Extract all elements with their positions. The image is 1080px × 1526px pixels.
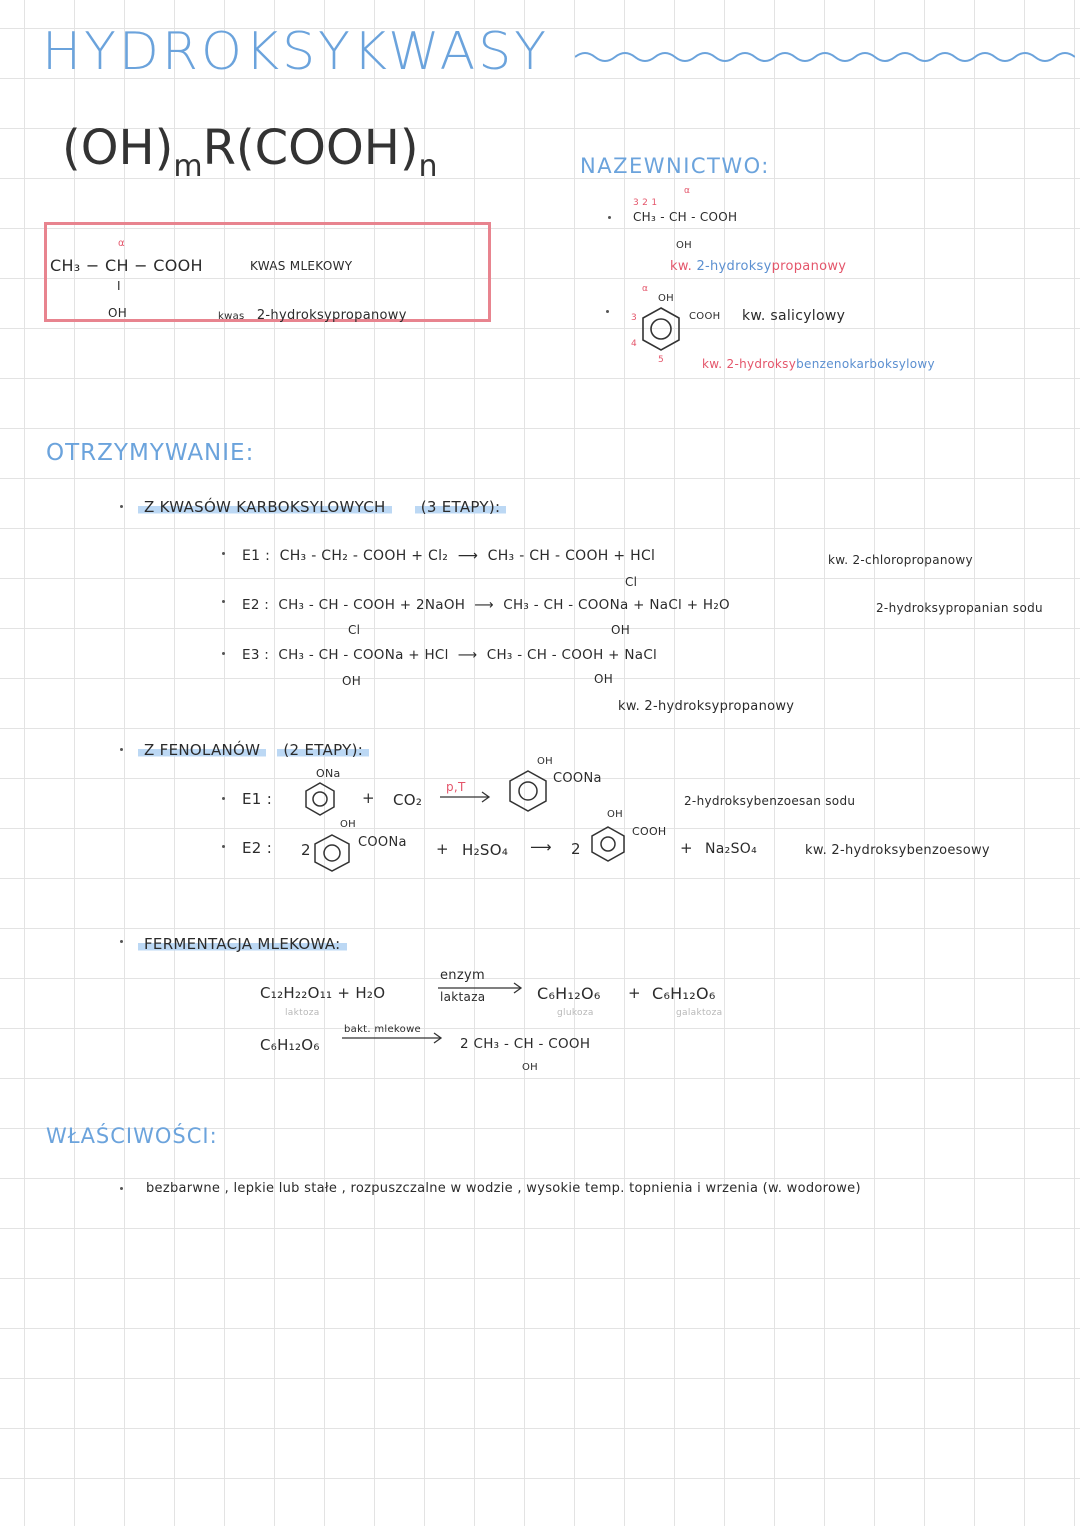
e3-arrow: ⟶ xyxy=(457,647,478,663)
e2-product-name: 2-hydroksypropanian sodu xyxy=(876,601,1043,615)
phenolate-ona: ONa xyxy=(316,767,341,780)
enzyme-label-top: enzym xyxy=(440,968,485,983)
bullet xyxy=(120,505,123,508)
phenolate-e2-coef: 2 xyxy=(301,841,311,859)
reaction-e1 xyxy=(242,548,655,564)
benzene-ring-icon xyxy=(640,306,682,352)
fermentation-r1-lhs: C₁₂H₂₂O₁₁ + H₂O xyxy=(260,984,386,1002)
fermentation-r2-lhs: C₆H₁₂O₆ xyxy=(260,1036,320,1054)
e3-products: CH₃ - CH - COOH + NaCl xyxy=(486,647,658,663)
propanowy-part: propanowy xyxy=(771,259,847,274)
carboxylic-heading-text: Z KWASÓW KARBOKSYLOWYCH xyxy=(138,498,392,516)
benzene-ring-icon xyxy=(304,782,336,816)
e1-arrow: ⟶ xyxy=(457,548,479,564)
lactic-oh-2: OH xyxy=(676,240,692,251)
phenolate-e2-oh2: OH xyxy=(607,809,623,820)
bullet xyxy=(120,940,123,943)
phenolate-e1-label: E1 : xyxy=(242,790,273,808)
lactic-acid-product: 2 CH₃ - CH - COOH xyxy=(460,1036,591,1052)
e1-reactants: CH₃ - CH₂ - COOH + Cl₂ xyxy=(279,548,449,564)
benzene-ring-icon xyxy=(313,834,351,872)
hydroksy-part: 2-hydroksy xyxy=(726,357,797,371)
lactose-note: laktoza xyxy=(285,1008,320,1018)
phenolate-e2-h2so4: H₂SO₄ xyxy=(462,841,509,859)
general-formula xyxy=(62,120,438,184)
lactic-acid-common-name: KWAS MLEKOWY xyxy=(250,259,353,273)
benzene-ring-icon xyxy=(508,770,548,812)
lactic-acid-chain: CH₃ − CH − COOH xyxy=(50,256,203,275)
phenolate-e1-arrow-label: p,T xyxy=(446,780,466,794)
phenolates-heading xyxy=(138,741,369,759)
phenolate-e2-oh: OH xyxy=(340,819,356,830)
carbon-numbers: 3 2 1 xyxy=(633,198,658,208)
phenolates-stages: (2 ETAPY): xyxy=(277,741,369,759)
lactic-acid-product-oh: OH xyxy=(522,1062,538,1073)
nazewnictwo-heading: NAZEWNICTWO: xyxy=(580,154,770,178)
galactose-formula: C₆H₁₂O₆ xyxy=(652,984,716,1003)
properties-text: bezbarwne , lepkie lub stałe , rozpuszczalne w wodzie , wysokie temp. topnienia i wrzenia (w. wodorowe) xyxy=(146,1181,861,1196)
alpha-label-2: α xyxy=(684,186,691,196)
fermentation-heading-text: FERMENTACJA MLEKOWA: xyxy=(138,935,347,953)
salicylic-systematic-name xyxy=(702,357,935,371)
salicylic-common-name: kw. salicylowy xyxy=(742,308,846,324)
carboxylic-heading xyxy=(138,498,506,516)
phenolate-e2-cooh: COOH xyxy=(632,825,667,838)
enzyme-label-bottom: laktaza xyxy=(440,990,486,1004)
phenolates-heading-text: Z FENOLANÓW xyxy=(138,741,266,759)
phenolate-e1-coona: COONa xyxy=(553,771,602,786)
formula-oh-part: (OH) xyxy=(62,120,174,176)
benzenokarboksylowy-part: benzenokarboksylowy xyxy=(796,357,935,371)
bullet xyxy=(222,552,225,555)
kwas-prefix: kwas xyxy=(218,311,245,322)
galactose-note: galaktoza xyxy=(676,1008,723,1018)
phenolate-e2-label: E2 : xyxy=(242,839,273,857)
ring-number-3: 3 xyxy=(631,313,638,323)
bullet xyxy=(608,216,611,219)
fermentation-heading xyxy=(138,935,347,953)
glucose-formula: C₆H₁₂O₆ xyxy=(537,984,601,1003)
sodium-salicylate-name: 2-hydroksybenzoesan sodu xyxy=(684,794,856,808)
salicylic-oh: OH xyxy=(658,293,674,304)
bullet xyxy=(222,797,225,800)
e2-reactants: CH₃ - CH - COOH + 2NaOH xyxy=(278,597,466,613)
formula-r-cooh-part: R(COOH) xyxy=(202,120,419,176)
lactic-acid-bond: I xyxy=(117,279,121,293)
e2-arrow: ⟶ xyxy=(474,597,495,613)
ring-number-4: 4 xyxy=(631,339,638,349)
e1-label: E1 : xyxy=(242,548,271,564)
e3-label: E3 : xyxy=(242,647,270,663)
e2-cl-substituent: Cl xyxy=(348,623,361,637)
lactic-acid-systematic-name xyxy=(218,308,407,323)
bullet xyxy=(222,652,225,655)
formula-n-index: n xyxy=(418,149,438,184)
kw-prefix: kw. xyxy=(702,357,723,371)
e3-reactants: CH₃ - CH - COONa + HCl xyxy=(278,647,449,663)
lactic-chain-2: CH₃ - CH - COOH xyxy=(633,210,738,224)
carboxylic-stages: (3 ETAPY): xyxy=(415,498,507,516)
bacteria-label: bakt. mlekowe xyxy=(344,1024,422,1035)
lactic-acid-oh: OH xyxy=(108,306,128,320)
salicylic-acid-name: kw. 2-hydroksybenzoesowy xyxy=(805,843,990,858)
reaction-e3 xyxy=(242,647,657,663)
hydroksy-part: 2-hydroksy xyxy=(696,259,772,274)
e2-label: E2 : xyxy=(242,597,270,613)
reaction-arrow-icon xyxy=(440,791,492,803)
title-wavy-underline xyxy=(575,45,1075,67)
benzene-ring-icon xyxy=(590,826,626,862)
alpha-label-3: α xyxy=(642,284,649,294)
lactic-name-2 xyxy=(670,259,846,274)
wlasciwosci-heading: WŁAŚCIWOŚCI: xyxy=(46,1124,218,1148)
e1-cl-substituent: Cl xyxy=(625,575,638,589)
e2-products: CH₃ - CH - COONa + NaCl + H₂O xyxy=(503,597,730,613)
bullet xyxy=(606,310,609,313)
salicylic-cooh: COOH xyxy=(689,311,721,322)
phenolate-e1-plus: + xyxy=(362,789,375,807)
phenolate-e1-oh: OH xyxy=(537,756,553,767)
reaction-e2 xyxy=(242,597,730,613)
reaction-arrow-icon xyxy=(342,1032,444,1044)
fermentation-plus: + xyxy=(628,984,641,1002)
phenolate-e2-plus1: + xyxy=(436,840,449,858)
bullet xyxy=(222,845,225,848)
phenolate-e2-plus2: + xyxy=(680,839,693,857)
e3-oh-substituent-right: OH xyxy=(594,672,614,686)
kw-prefix: kw. xyxy=(670,259,692,274)
e3-oh-substituent-left: OH xyxy=(342,674,362,688)
glucose-note: glukoza xyxy=(557,1008,594,1018)
bullet xyxy=(222,600,225,603)
page-title: HYDROKSYKWASY xyxy=(42,22,549,82)
e1-products: CH₃ - CH - COOH + HCl xyxy=(487,548,656,564)
bullet xyxy=(120,1187,123,1190)
phenolate-e2-arrow: ⟶ xyxy=(530,838,552,856)
phenolate-e1-co2: CO₂ xyxy=(393,791,423,809)
phenolate-e2-coef2: 2 xyxy=(571,840,581,858)
otrzymywanie-heading: OTRZYMYWANIE: xyxy=(46,440,255,466)
ring-number-5: 5 xyxy=(658,355,665,365)
alpha-label: α xyxy=(118,238,125,249)
systematic-name-text: 2-hydroksypropanowy xyxy=(256,308,407,323)
phenolate-e2-coona: COONa xyxy=(358,835,407,850)
bullet xyxy=(120,748,123,751)
phenolate-e2-na2so4: Na₂SO₄ xyxy=(705,841,757,857)
e3-product-name: kw. 2-hydroksypropanowy xyxy=(618,699,795,714)
e1-product-name: kw. 2-chloropropanowy xyxy=(828,553,973,567)
formula-m-index: m xyxy=(173,149,203,184)
e2-oh-substituent: OH xyxy=(611,623,631,637)
